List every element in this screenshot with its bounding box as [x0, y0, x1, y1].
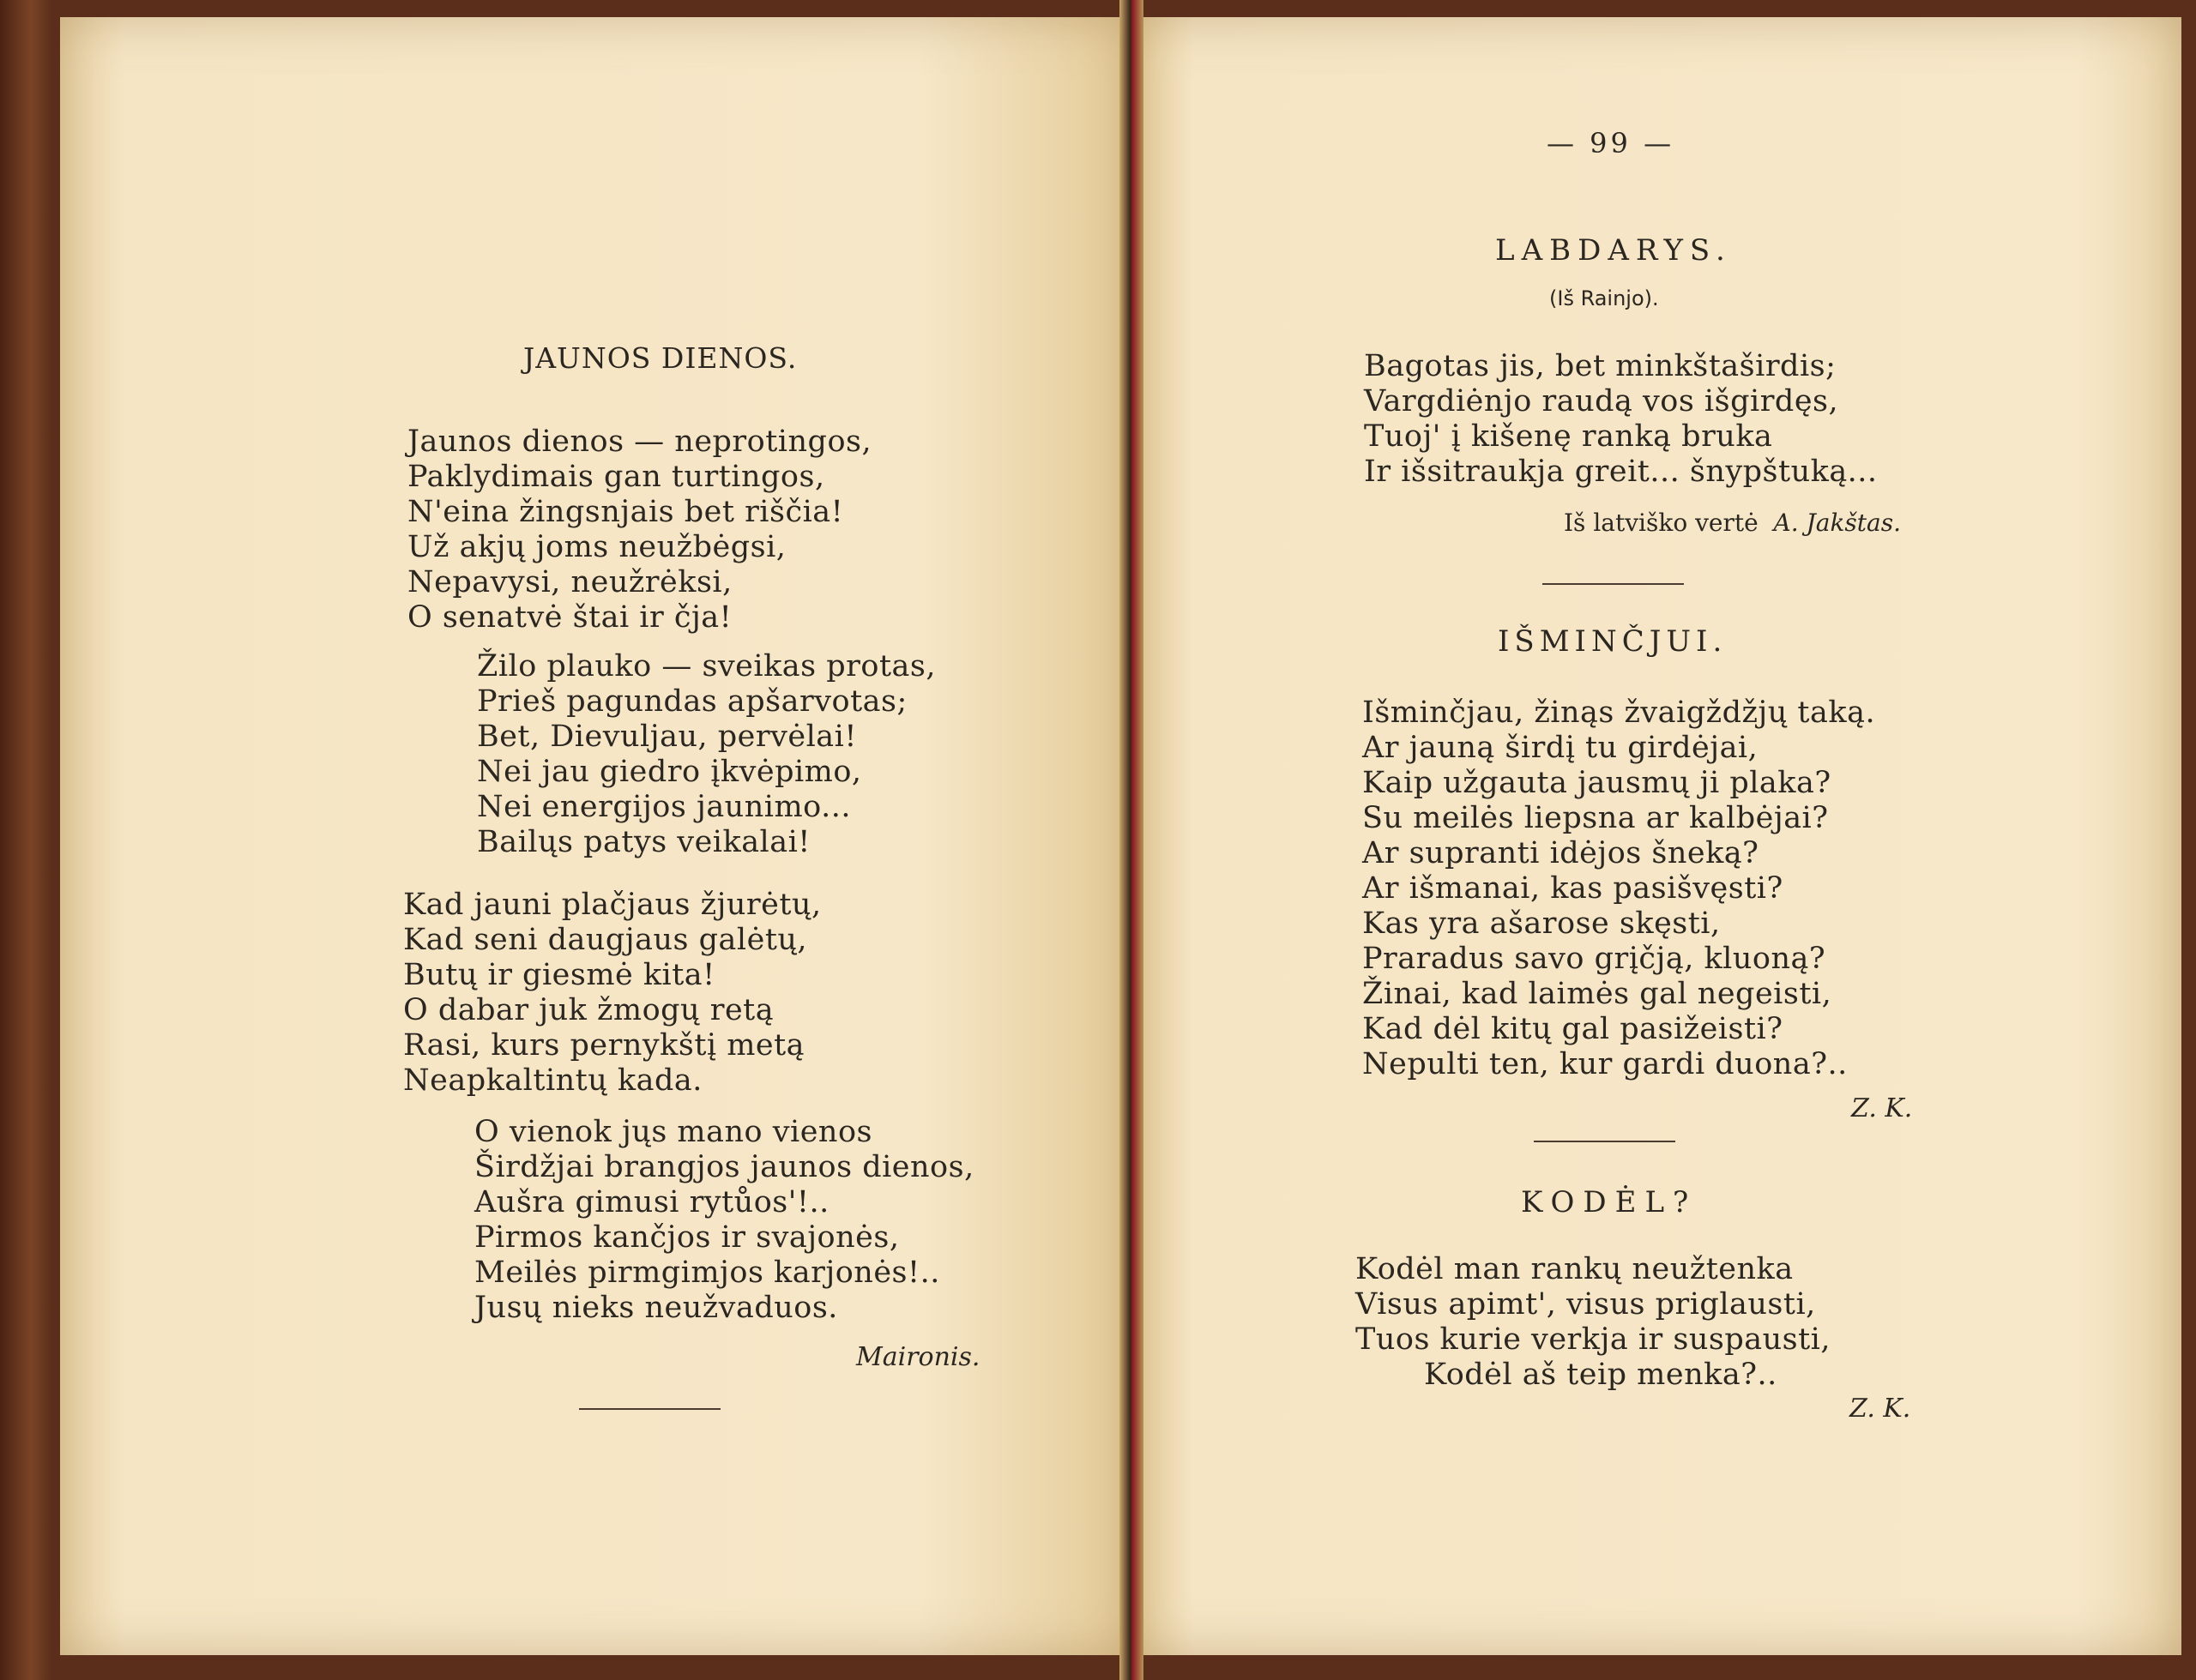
poem-line: Nepavysi, neužrėksi, [407, 565, 733, 599]
poem-line: Žilo plauko — sveikas protas, [477, 649, 936, 683]
poem-subtitle: (Iš Rainjo). [1549, 286, 1659, 310]
credit-prefix: Iš latviško vertė [1564, 509, 1759, 537]
poem-line: Bet, Dievuljau, pervėlai! [477, 720, 857, 754]
poem-line: Aušra gimusi rytůos'!.. [474, 1185, 830, 1219]
poem-line: O vienok jųs mano vienos [474, 1115, 872, 1149]
poem-line: Kas yra ašarose skęsti, [1362, 906, 1721, 941]
poem-line: O dabar juk žmogų retą [403, 993, 775, 1027]
poem-line: Ar supranti idėjos šneką? [1362, 836, 1759, 870]
section-divider [1542, 583, 1684, 585]
section-divider [579, 1408, 721, 1410]
poem-line: Tuoj' į kišenę ranką bruka [1364, 419, 1773, 454]
translator-credit [1564, 509, 1901, 537]
author-signature: Z. K. [1849, 1394, 1911, 1424]
poem-line: Neapkaltintų kada. [403, 1063, 703, 1098]
poem-line: Ar išmanai, kas pasišvęsti? [1362, 871, 1783, 906]
poem-line: Butų ir giesmė kita! [403, 958, 715, 992]
book-gutter [1119, 0, 1143, 1680]
poem-line: Kodėl man rankų neužtenka [1355, 1252, 1794, 1286]
poem-line: Visus apimt', visus priglausti, [1355, 1287, 1816, 1322]
poem-line: Nei energijos jaunimo... [477, 790, 851, 824]
poem-line: Meilės pirmgimjos karjonės!.. [474, 1255, 940, 1290]
poem-line: Bagotas jis, bet minkštaširdis; [1364, 349, 1837, 383]
poem-line: Ar jauną širdį tu girdėjai, [1362, 731, 1759, 765]
poem-line: Kad dėl kitų gal pasižeisti? [1362, 1012, 1783, 1046]
poem-title-jaunos-dienos: JAUNOS DIENOS. [523, 341, 798, 375]
poem-line: O senatvė štai ir čja! [407, 600, 733, 635]
poem-line: Rasi, kurs pernykštį metą [403, 1028, 805, 1063]
poem-title-labdarys: LABDARYS. [1495, 233, 1732, 268]
author-signature: Maironis. [856, 1342, 980, 1372]
poem-line: Vargdiėnjo raudą vos išgirdęs, [1364, 384, 1839, 418]
poem-line: N'eina žingsnjais bet riščia! [407, 495, 844, 529]
poem-line: Bailųs patys veikalai! [477, 825, 811, 859]
poem-line: Širdžjai brangjos jaunos dienos, [474, 1150, 974, 1184]
poem-line: Išminčjau, žinąs žvaigždžjų taką. [1362, 695, 1876, 730]
poem-title-isminciui: IŠMINČJUI. [1498, 624, 1728, 659]
poem-line: Nei jau giedro įkvėpimo, [477, 755, 862, 789]
author-signature: Z. K. [1851, 1093, 1913, 1123]
poem-line: Kodėl aš teip menka?.. [1424, 1358, 1777, 1392]
book-cover-edge [0, 0, 51, 1680]
poem-line: Prieš pagundas apšarvotas; [477, 684, 908, 719]
poem-line: Ir išsitraukja greit... šnypštuką... [1364, 455, 1878, 489]
poem-line: Kad seni daugjaus galėtų, [403, 923, 808, 957]
poem-line: Kad jauni plačjaus žjurėtų, [403, 888, 822, 922]
credit-author: A. Jakštas. [1773, 509, 1902, 537]
page-number: — 99 — [1547, 127, 1675, 160]
poem-title-kodel: KODĖL? [1521, 1185, 1698, 1219]
left-page [60, 17, 1132, 1655]
poem-line: Už akjų joms neužbėgsi, [407, 530, 787, 564]
poem-line: Jaunos dienos — neprotingos, [407, 425, 872, 459]
poem-line: Praradus savo grįčją, kluoną? [1362, 942, 1826, 976]
poem-line: Pirmos kančjos ir svajonės, [474, 1220, 900, 1255]
section-divider [1534, 1141, 1675, 1142]
poem-line: Paklydimais gan turtingos, [407, 460, 825, 494]
poem-line: Nepulti ten, kur gardi duona?.. [1362, 1047, 1848, 1081]
poem-line: Kaip užgauta jausmų ji plaka? [1362, 766, 1831, 800]
poem-line: Žinai, kad laimės gal negeisti, [1362, 977, 1832, 1011]
poem-line: Tuos kurie verkja ir suspausti, [1355, 1322, 1831, 1357]
right-page [1131, 17, 2181, 1655]
poem-line: Su meilės liepsna ar kalbėjai? [1362, 801, 1829, 835]
poem-line: Jusų nieks neužvaduos. [474, 1291, 838, 1325]
